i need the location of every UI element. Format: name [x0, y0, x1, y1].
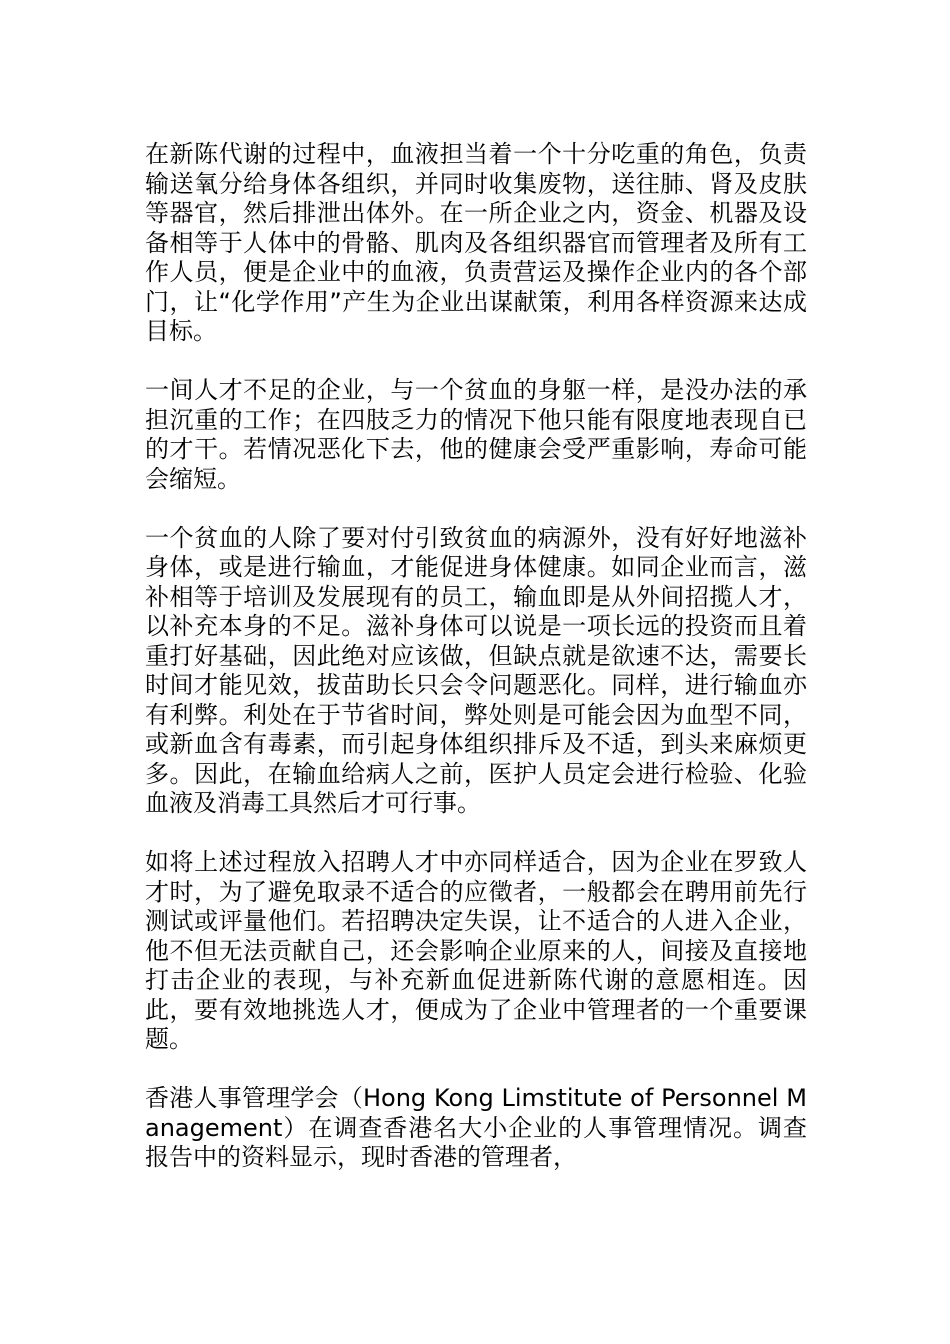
document-body [145, 140, 807, 1173]
paragraph-2: 一间人才不足的企业，与一个贫血的身躯一样，是没办法的承担沉重的工作；在四肢乏力的情况下他只能有限度地表现自已的才干。若情况恶化下去，他的健康会受严重影响，寿命可能会缩短。 [145, 376, 807, 493]
paragraph-3: 一个贫血的人除了要对付引致贫血的病源外，没有好好地滋补身体，或是进行输血，才能促进身体健康。如同企业而言，滋补相等于培训及发展现有的员工，输血即是从外间招揽人才，以补充本身的不足。滋补身体可以说是一项长远的投资而且着重打好基础，因此绝对应该做，但缺点就是欲速不达，需要长时间才能见效，拔苗助长只会令问题恶化。同样，进行输血亦有利弊。利处在于节省时间，弊处则是可能会因为血型不同，或新血含有毒素，而引起身体组织排斥及不适，到头来麻烦更多。因此，在输血给病人之前，医护人员定会进行检验、化验血液及消毒工具然后才可行事。 [145, 523, 807, 817]
paragraph-4: 如将上述过程放入招聘人才中亦同样适合，因为企业在罗致人才时，为了避免取录不适合的应徵者，一般都会在聘用前先行测试或评量他们。若招聘决定失误，让不适合的人进入企业，他不但无法贡献自己，还会影响企业原来的人，间接及直接地打击企业的表现，与补充新血促进新陈代谢的意愿相连。因此，要有效地挑选人才，便成为了企业中管理者的一个重要课题。 [145, 848, 807, 1053]
paragraph-5: 香港人事管理学会（Hong Kong Limstitute of Personnel Management）在调查香港名大小企业的人事管理情况。调查报告中的资料显示，现时香港的管理者， [145, 1084, 807, 1171]
paragraph-1: 在新陈代谢的过程中，血液担当着一个十分吃重的角色，负责输送氧分给身体各组织，并同时收集废物，送往肺、肾及皮肤等器官，然后排泄出体外。在一所企业之内，资金、机器及设备相等于人体中的骨骼、肌肉及各组织器官而管理者及所有工作人员，便是企业中的血液，负责营运及操作企业内的各个部门，让“化学作用”产生为企业出谋献策，利用各样资源来达成目标。 [145, 140, 807, 345]
